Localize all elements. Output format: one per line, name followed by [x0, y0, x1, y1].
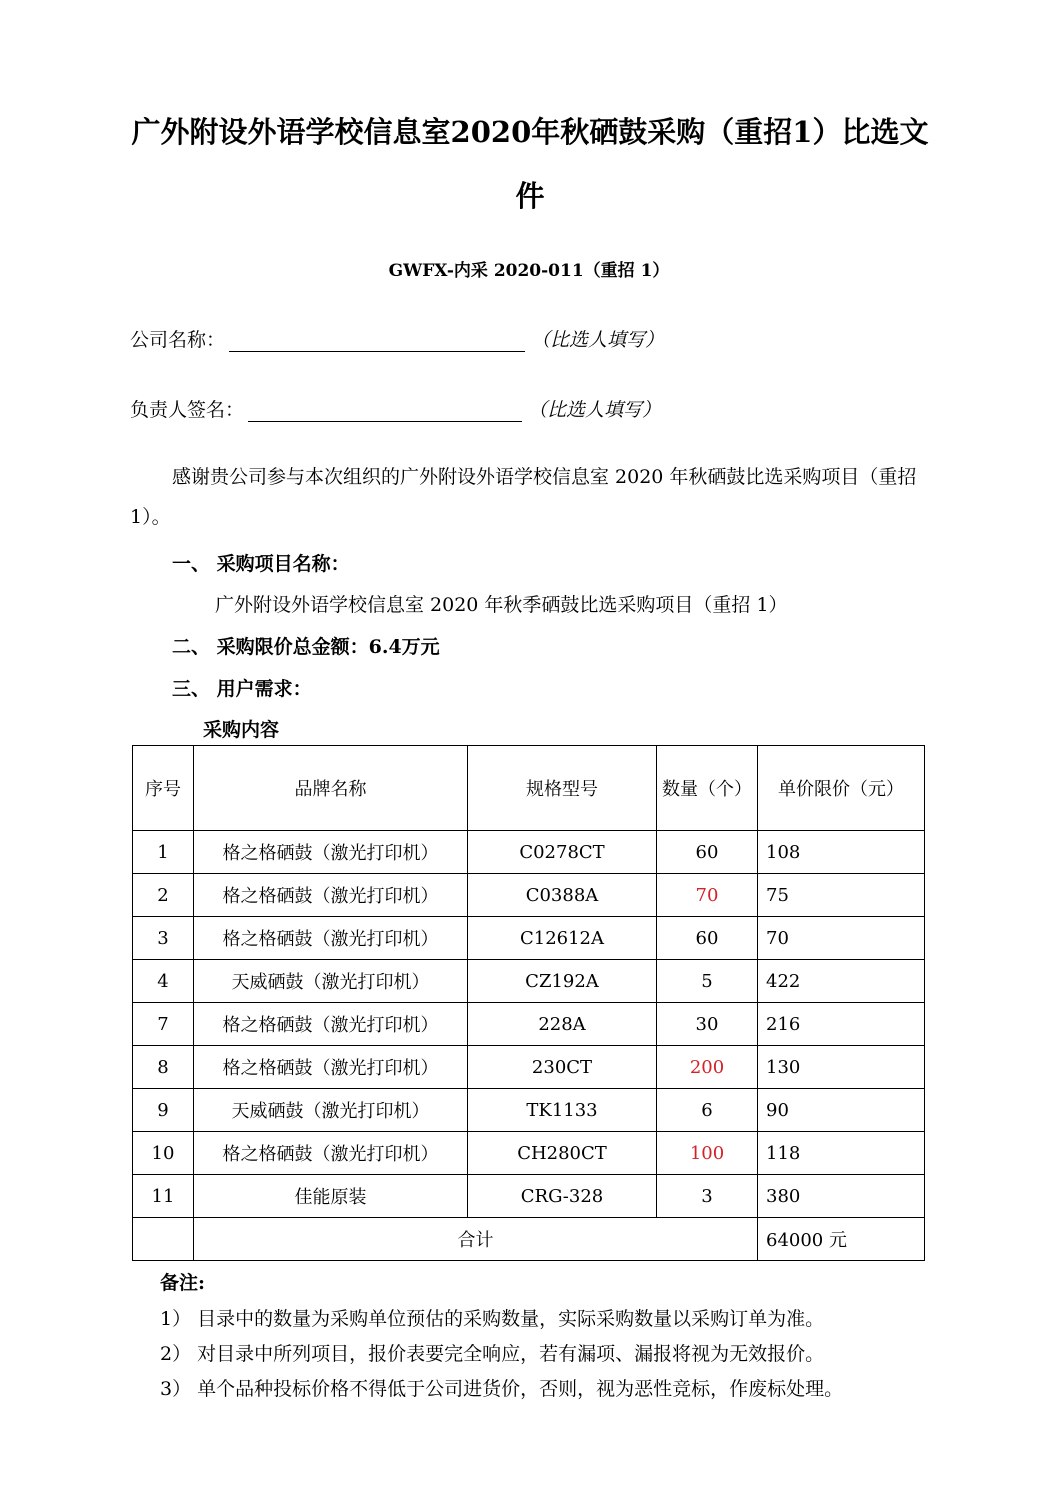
- row-model-cell: TK1133: [468, 1089, 657, 1132]
- section1-content: 广外附设外语学校信息室 2020 年秋季硒鼓比选采购项目（重招 1）: [215, 594, 788, 616]
- row-qty-cell: 6: [657, 1089, 758, 1132]
- intro-paragraph: 感谢贵公司参与本次组织的广外附设外语学校信息室 2020 年秋硒鼓比选采购项目（重招 1）。: [130, 466, 917, 528]
- document-code: GWFX-内采 2020-011（重招 1）: [388, 261, 670, 281]
- row-price-cell: 108: [758, 831, 925, 874]
- row-brand-cell: 格之格硒鼓（激光打印机）: [194, 874, 468, 917]
- total-empty-cell: [133, 1218, 194, 1261]
- row-price-cell: 130: [758, 1046, 925, 1089]
- row-no-cell: 1: [133, 831, 194, 874]
- row-qty-cell: 3: [657, 1175, 758, 1218]
- company-name-hint: （比选人填写）: [531, 329, 665, 351]
- section1-heading: 一、 采购项目名称：: [172, 553, 350, 575]
- row-brand-cell: 佳能原装: [194, 1175, 468, 1218]
- total-label: 合计: [194, 1218, 758, 1261]
- table-header-row: [133, 746, 925, 831]
- table-row: [133, 960, 925, 1003]
- row-no-cell: 9: [133, 1089, 194, 1132]
- table-row: [133, 1132, 925, 1175]
- row-qty-cell: 70: [657, 874, 758, 917]
- note-item: 3） 单个品种投标价格不得低于公司进货价，否则，视为恶性竞标，作废标处理。: [160, 1378, 844, 1400]
- row-qty-cell: 5: [657, 960, 758, 1003]
- table-row: [133, 1046, 925, 1089]
- row-qty-cell: 60: [657, 917, 758, 960]
- row-model-cell: 228A: [468, 1003, 657, 1046]
- row-brand-cell: 天威硒鼓（激光打印机）: [194, 1089, 468, 1132]
- row-no-cell: 4: [133, 960, 194, 1003]
- row-brand-cell: 格之格硒鼓（激光打印机）: [194, 1046, 468, 1089]
- row-price-cell: 422: [758, 960, 925, 1003]
- row-qty-cell: 30: [657, 1003, 758, 1046]
- company-name-blank[interactable]: [229, 331, 525, 352]
- table-body: [133, 831, 925, 1218]
- row-no-cell: 10: [133, 1132, 194, 1175]
- procurement-table: [132, 745, 925, 1261]
- row-brand-cell: 格之格硒鼓（激光打印机）: [194, 831, 468, 874]
- company-name-label: 公司名称：: [130, 329, 226, 351]
- row-price-cell: 118: [758, 1132, 925, 1175]
- row-price-cell: 90: [758, 1089, 925, 1132]
- table-row: [133, 1003, 925, 1046]
- table-row: [133, 831, 925, 874]
- row-no-cell: 8: [133, 1046, 194, 1089]
- row-model-cell: 230CT: [468, 1046, 657, 1089]
- total-value: 64000 元: [758, 1218, 925, 1261]
- row-no-cell: 2: [133, 874, 194, 917]
- notes-heading: 备注:: [160, 1272, 206, 1294]
- row-model-cell: C0388A: [468, 874, 657, 917]
- signature-label: 负责人签名：: [130, 399, 245, 421]
- signature-blank[interactable]: [248, 401, 522, 422]
- signature-hint: （比选人填写）: [528, 399, 662, 421]
- header-qty: 数量（个）: [657, 746, 758, 831]
- row-model-cell: CZ192A: [468, 960, 657, 1003]
- table-caption: 采购内容: [203, 719, 280, 741]
- note-item: 2） 对目录中所列项目，报价表要完全响应，若有漏项、漏报将视为无效报价。: [160, 1343, 825, 1365]
- row-brand-cell: 格之格硒鼓（激光打印机）: [194, 1003, 468, 1046]
- row-model-cell: CRG-328: [468, 1175, 657, 1218]
- row-qty-cell: 100: [657, 1132, 758, 1175]
- note-item: 1） 目录中的数量为采购单位预估的采购数量，实际采购数量以采购订单为准。: [160, 1308, 825, 1330]
- row-price-cell: 380: [758, 1175, 925, 1218]
- row-brand-cell: 格之格硒鼓（激光打印机）: [194, 917, 468, 960]
- table-row: [133, 1175, 925, 1218]
- header-no: 序号: [133, 746, 194, 831]
- row-price-cell: 70: [758, 917, 925, 960]
- row-brand-cell: 格之格硒鼓（激光打印机）: [194, 1132, 468, 1175]
- row-no-cell: 3: [133, 917, 194, 960]
- table-total-row: [133, 1218, 925, 1261]
- row-price-cell: 216: [758, 1003, 925, 1046]
- row-model-cell: C12612A: [468, 917, 657, 960]
- section2-heading: 二、 采购限价总金额：6.4万元: [172, 636, 440, 658]
- row-qty-cell: 200: [657, 1046, 758, 1089]
- row-qty-cell: 60: [657, 831, 758, 874]
- row-model-cell: C0278CT: [468, 831, 657, 874]
- row-model-cell: CH280CT: [468, 1132, 657, 1175]
- document-title: 广外附设外语学校信息室2020年秋硒鼓采购（重招1）比选文件: [131, 115, 929, 213]
- table-row: [133, 1089, 925, 1132]
- table-row: [133, 917, 925, 960]
- table-row: [133, 874, 925, 917]
- header-model: 规格型号: [468, 746, 657, 831]
- header-price: 单价限价（元）: [758, 746, 925, 831]
- signature-field: [130, 395, 661, 422]
- company-name-field: [130, 325, 664, 352]
- row-brand-cell: 天威硒鼓（激光打印机）: [194, 960, 468, 1003]
- section3-heading: 三、 用户需求：: [172, 678, 312, 700]
- header-brand: 品牌名称: [194, 746, 468, 831]
- row-price-cell: 75: [758, 874, 925, 917]
- row-no-cell: 7: [133, 1003, 194, 1046]
- row-no-cell: 11: [133, 1175, 194, 1218]
